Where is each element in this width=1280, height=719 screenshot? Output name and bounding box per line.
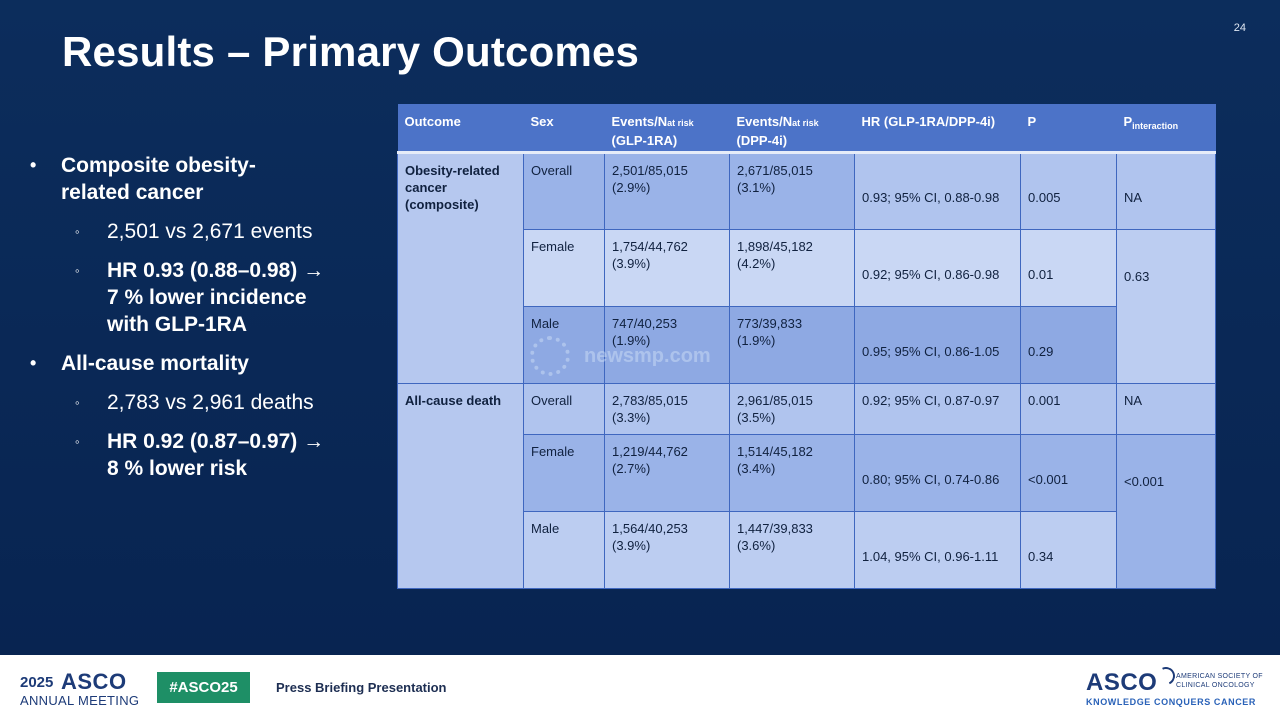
p-cell: 0.29 xyxy=(1021,307,1117,384)
hr-cell: 0.95; 95% CI, 0.86-1.05 xyxy=(855,307,1021,384)
hr-cell: 0.92; 95% CI, 0.86-0.98 xyxy=(855,230,1021,307)
events-glp-cell xyxy=(605,384,730,435)
p-interaction-value: <0.001 xyxy=(1124,474,1165,489)
events-dpp-cell xyxy=(730,230,855,307)
events-glp-cell xyxy=(605,512,730,589)
events-count: 2,671/85,015 xyxy=(737,163,813,178)
events-count: 1,754/44,762 xyxy=(612,239,688,254)
p-cell: 0.01 xyxy=(1021,230,1117,307)
p-interaction-value: 0.63 xyxy=(1124,269,1150,284)
asco-arc-icon xyxy=(1154,664,1177,687)
events-glp-cell xyxy=(605,307,730,384)
table-header-row xyxy=(398,104,1216,153)
events-dpp-cell xyxy=(730,512,855,589)
header-text: (GLP-1RA) xyxy=(611,133,678,148)
col-header-events-glp xyxy=(605,104,730,153)
header-subscript: at risk xyxy=(792,118,819,128)
events-pct: (3.5%) xyxy=(737,410,776,425)
events-count: 747/40,253 xyxy=(612,316,678,331)
bullet-text: related cancer xyxy=(61,181,204,204)
asco-society-name xyxy=(1176,672,1266,690)
page-number: 24 xyxy=(1233,22,1246,34)
events-count: 2,783/85,015 xyxy=(612,393,688,408)
bullet-text: All-cause mortality xyxy=(61,352,249,375)
slide-title: Results – Primary Outcomes xyxy=(62,28,640,75)
bullet-text: HR 0.92 (0.87–0.97) → xyxy=(107,430,325,453)
header-text: Events/N xyxy=(611,114,668,129)
events-count: 1,564/40,253 xyxy=(612,521,688,536)
sex-cell: Female xyxy=(524,230,605,307)
bullet-mortality xyxy=(28,350,373,377)
events-pct: (2.9%) xyxy=(612,180,651,195)
outcome-cell: All-cause death xyxy=(398,384,524,589)
events-glp-cell xyxy=(605,153,730,230)
sex-cell: Male xyxy=(524,512,605,589)
table-row xyxy=(398,153,1216,230)
events-pct: (4.2%) xyxy=(737,256,776,271)
col-header-events-dpp xyxy=(730,104,855,153)
events-pct: (1.9%) xyxy=(737,333,776,348)
events-pct: (3.1%) xyxy=(737,180,776,195)
events-pct: (2.7%) xyxy=(612,461,651,476)
society-line: AMERICAN SOCIETY OF xyxy=(1176,673,1263,680)
col-header-sex: Sex xyxy=(524,104,605,153)
bullet-list xyxy=(28,152,373,494)
outcome-label: Obesity-related xyxy=(405,163,500,178)
p-interaction-cell: NA xyxy=(1117,153,1216,230)
events-count: 1,514/45,182 xyxy=(737,444,813,459)
p-interaction-cell xyxy=(1117,435,1216,589)
events-count: 1,219/44,762 xyxy=(612,444,688,459)
bullet-text: 7 % lower incidence xyxy=(107,286,307,309)
outcome-label: cancer xyxy=(405,180,447,195)
sub-bullet-events xyxy=(28,218,373,245)
sex-cell: Overall xyxy=(524,153,605,230)
sub-bullet-circle: ◦ xyxy=(75,263,80,278)
events-count: 1,898/45,182 xyxy=(737,239,813,254)
footer-label: Press Briefing Presentation xyxy=(276,680,447,695)
header-subscript: interaction xyxy=(1132,121,1179,131)
bullet-text: 2,783 vs 2,961 deaths xyxy=(107,391,314,414)
events-dpp-cell xyxy=(730,384,855,435)
events-pct: (3.6%) xyxy=(737,538,776,553)
bullet-dot: • xyxy=(30,155,37,175)
footer-bar xyxy=(0,655,1280,719)
events-pct: (3.9%) xyxy=(612,538,651,553)
events-count: 773/39,833 xyxy=(737,316,803,331)
hr-cell: 0.80; 95% CI, 0.74-0.86 xyxy=(855,435,1021,512)
outcome-cell xyxy=(398,153,524,384)
event-logo: ASCO xyxy=(61,669,127,694)
header-text: (DPP-4i) xyxy=(736,133,788,148)
p-cell: 0.34 xyxy=(1021,512,1117,589)
events-dpp-cell xyxy=(730,435,855,512)
events-count: 1,447/39,833 xyxy=(737,521,813,536)
sex-cell: Overall xyxy=(524,384,605,435)
events-count: 2,501/85,015 xyxy=(612,163,688,178)
sub-bullet-circle: ◦ xyxy=(75,434,80,449)
outcome-label: (composite) xyxy=(405,197,479,212)
col-header-hr: HR (GLP-1RA/DPP-4i) xyxy=(855,104,1021,153)
hr-cell: 0.92; 95% CI, 0.87-0.97 xyxy=(855,384,1021,435)
bullet-text: with GLP-1RA xyxy=(107,313,247,336)
events-pct: (3.3%) xyxy=(612,410,651,425)
p-interaction-cell: NA xyxy=(1117,384,1216,435)
watermark-text: newsmp.com xyxy=(584,344,711,367)
sex-cell: Male xyxy=(524,307,605,384)
hr-cell: 0.93; 95% CI, 0.88-0.98 xyxy=(855,153,1021,230)
asco-tagline: KNOWLEDGE CONQUERS CANCER xyxy=(1086,697,1257,707)
events-glp-cell xyxy=(605,230,730,307)
event-year: 2025 xyxy=(20,674,54,691)
events-glp-cell xyxy=(605,435,730,512)
bullet-text: HR 0.93 (0.88–0.98) → xyxy=(107,259,325,282)
sub-bullet-deaths xyxy=(28,389,373,416)
header-text: Events/N xyxy=(736,114,793,129)
events-pct: (1.9%) xyxy=(612,333,651,348)
event-subtitle: ANNUAL MEETING xyxy=(20,693,140,708)
sub-bullet-circle: ◦ xyxy=(75,224,80,239)
p-interaction-cell xyxy=(1117,230,1216,384)
col-header-outcome: Outcome xyxy=(398,104,524,153)
sub-bullet-hr xyxy=(28,257,373,338)
bullet-dot: • xyxy=(30,353,37,373)
sub-bullet-circle: ◦ xyxy=(75,395,80,410)
events-dpp-cell xyxy=(730,153,855,230)
events-pct: (3.9%) xyxy=(612,256,651,271)
bullet-text: 8 % lower risk xyxy=(107,457,248,480)
hashtag-badge: #ASCO25 xyxy=(157,672,250,703)
sub-bullet-hr xyxy=(28,428,373,482)
col-header-p: P xyxy=(1021,104,1117,153)
results-table xyxy=(397,104,1216,589)
events-dpp-cell xyxy=(730,307,855,384)
table-row xyxy=(398,384,1216,435)
p-cell: <0.001 xyxy=(1021,435,1117,512)
header-text: P xyxy=(1123,114,1133,129)
events-count: 2,961/85,015 xyxy=(737,393,813,408)
results-table-container xyxy=(397,104,1215,586)
p-cell: 0.005 xyxy=(1021,153,1117,230)
col-header-p-interaction xyxy=(1117,104,1216,153)
hr-cell: 1.04, 95% CI, 0.96-1.11 xyxy=(855,512,1021,589)
p-cell: 0.001 xyxy=(1021,384,1117,435)
header-subscript: at risk xyxy=(667,118,694,128)
sex-cell: Female xyxy=(524,435,605,512)
asco-logo: ASCO xyxy=(1086,669,1158,696)
bullet-obesity-cancer xyxy=(28,152,373,206)
society-line: CLINICAL ONCOLOGY xyxy=(1176,682,1255,689)
bullet-text: 2,501 vs 2,671 events xyxy=(107,220,313,243)
events-pct: (3.4%) xyxy=(737,461,776,476)
bullet-text: Composite obesity- xyxy=(61,154,256,177)
